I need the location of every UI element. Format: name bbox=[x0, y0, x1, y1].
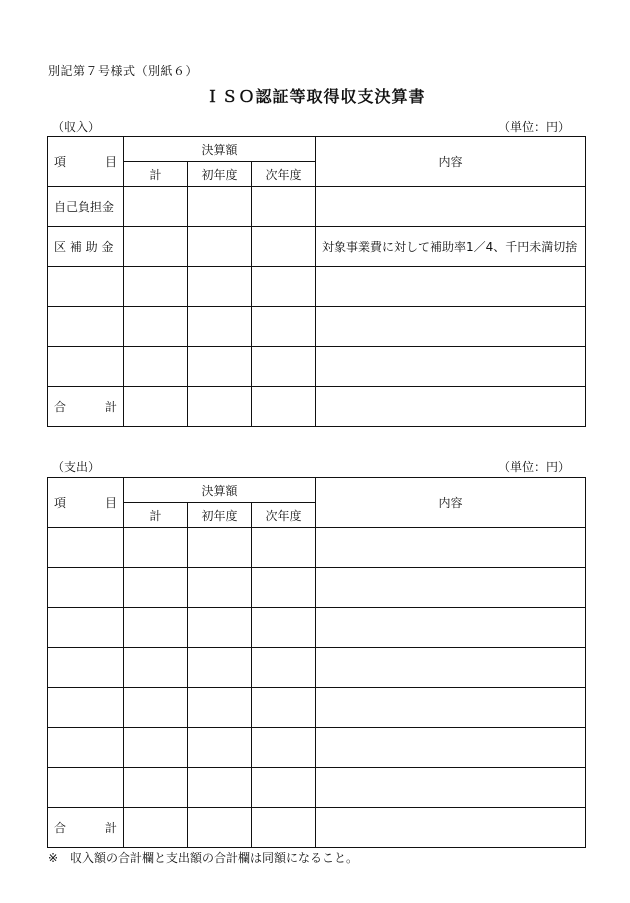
income-row-first-year[interactable] bbox=[188, 267, 252, 307]
expense-row-item bbox=[48, 728, 124, 768]
expense-settlement-header: 決算額 bbox=[124, 478, 316, 503]
income-row-next-year[interactable] bbox=[252, 307, 316, 347]
income-row-first-year[interactable] bbox=[188, 347, 252, 387]
expense-row-content[interactable] bbox=[316, 568, 586, 608]
income-first-year-header: 初年度 bbox=[188, 162, 252, 187]
income-row-content[interactable] bbox=[316, 307, 586, 347]
table-row bbox=[48, 728, 586, 768]
income-row-content[interactable] bbox=[316, 347, 586, 387]
expense-total-sum[interactable] bbox=[124, 808, 188, 848]
table-row bbox=[48, 688, 586, 728]
income-total-row bbox=[48, 387, 586, 427]
expense-row-first-year[interactable] bbox=[188, 728, 252, 768]
expense-row-next-year[interactable] bbox=[252, 568, 316, 608]
income-unit-label: （単位：円） bbox=[497, 120, 570, 134]
expense-row-total[interactable] bbox=[124, 568, 188, 608]
income-row-content[interactable] bbox=[316, 187, 586, 227]
expense-row-next-year[interactable] bbox=[252, 608, 316, 648]
income-next-year-header: 次年度 bbox=[252, 162, 316, 187]
expense-row-next-year[interactable] bbox=[252, 528, 316, 568]
income-row-item bbox=[48, 307, 124, 347]
income-row-total[interactable] bbox=[124, 347, 188, 387]
expense-total-label: 合 計 bbox=[48, 808, 124, 848]
table-row bbox=[48, 648, 586, 688]
form-number: 別記第７号様式（別紙６） bbox=[48, 64, 199, 78]
income-row-first-year[interactable] bbox=[188, 307, 252, 347]
table-row bbox=[48, 187, 586, 227]
expense-row-first-year[interactable] bbox=[188, 648, 252, 688]
income-row-total[interactable] bbox=[124, 267, 188, 307]
income-row-next-year[interactable] bbox=[252, 227, 316, 267]
income-row-first-year[interactable] bbox=[188, 227, 252, 267]
expense-row-total[interactable] bbox=[124, 648, 188, 688]
table-row bbox=[48, 347, 586, 387]
expense-row-first-year[interactable] bbox=[188, 768, 252, 808]
income-row-total[interactable] bbox=[124, 227, 188, 267]
table-row bbox=[48, 768, 586, 808]
income-row-next-year[interactable] bbox=[252, 347, 316, 387]
expense-row-first-year[interactable] bbox=[188, 528, 252, 568]
expense-row-first-year[interactable] bbox=[188, 688, 252, 728]
income-row-first-year[interactable] bbox=[188, 187, 252, 227]
income-row-item bbox=[48, 347, 124, 387]
expense-row-content[interactable] bbox=[316, 728, 586, 768]
income-row-next-year[interactable] bbox=[252, 267, 316, 307]
income-settlement-header: 決算額 bbox=[124, 137, 316, 162]
income-total-next-year[interactable] bbox=[252, 387, 316, 427]
expense-row-total[interactable] bbox=[124, 608, 188, 648]
expense-total-content[interactable] bbox=[316, 808, 586, 848]
expense-row-next-year[interactable] bbox=[252, 688, 316, 728]
table-row bbox=[48, 568, 586, 608]
income-total-content[interactable] bbox=[316, 387, 586, 427]
income-row-item bbox=[48, 267, 124, 307]
expense-row-content[interactable] bbox=[316, 648, 586, 688]
expense-row-item bbox=[48, 528, 124, 568]
footnote: ※ 収入額の合計欄と支出額の合計欄は同額になること。 bbox=[48, 851, 359, 865]
expense-section-label: （支出） bbox=[52, 460, 101, 474]
table-row bbox=[48, 608, 586, 648]
expense-row-first-year[interactable] bbox=[188, 568, 252, 608]
income-section-label: （収入） bbox=[52, 120, 101, 134]
income-row-content[interactable] bbox=[316, 267, 586, 307]
income-row-content[interactable]: 対象事業費に対して補助率1／4、千円未満切捨 bbox=[316, 227, 586, 267]
document-title: ＩＳＯ認証等取得収支決算書 bbox=[204, 87, 426, 106]
income-total-first-year[interactable] bbox=[188, 387, 252, 427]
table-row bbox=[48, 227, 586, 267]
expense-item-header: 項 目 bbox=[48, 478, 124, 528]
expense-row-total[interactable] bbox=[124, 528, 188, 568]
expense-row-total[interactable] bbox=[124, 768, 188, 808]
expense-row-item bbox=[48, 688, 124, 728]
expense-row-content[interactable] bbox=[316, 688, 586, 728]
expense-row-content[interactable] bbox=[316, 768, 586, 808]
income-total-label: 合 計 bbox=[48, 387, 124, 427]
expense-row-next-year[interactable] bbox=[252, 768, 316, 808]
expense-table bbox=[47, 477, 586, 848]
income-row-item: 自己負担金 bbox=[48, 187, 124, 227]
expense-row-item bbox=[48, 648, 124, 688]
expense-row-content[interactable] bbox=[316, 608, 586, 648]
expense-first-year-header: 初年度 bbox=[188, 503, 252, 528]
expense-total-row bbox=[48, 808, 586, 848]
expense-row-item bbox=[48, 568, 124, 608]
expense-row-next-year[interactable] bbox=[252, 728, 316, 768]
income-row-total[interactable] bbox=[124, 187, 188, 227]
income-table bbox=[47, 136, 586, 427]
income-row-item: 区 補 助 金 bbox=[48, 227, 124, 267]
table-row bbox=[48, 307, 586, 347]
expense-row-item bbox=[48, 608, 124, 648]
expense-next-year-header: 次年度 bbox=[252, 503, 316, 528]
income-item-header: 項 目 bbox=[48, 137, 124, 187]
expense-row-next-year[interactable] bbox=[252, 648, 316, 688]
expense-total-col-header: 計 bbox=[124, 503, 188, 528]
expense-row-content[interactable] bbox=[316, 528, 586, 568]
income-row-next-year[interactable] bbox=[252, 187, 316, 227]
expense-unit-label: （単位：円） bbox=[497, 460, 570, 474]
table-row bbox=[48, 528, 586, 568]
expense-row-item bbox=[48, 768, 124, 808]
income-row-total[interactable] bbox=[124, 307, 188, 347]
expense-row-first-year[interactable] bbox=[188, 608, 252, 648]
expense-row-total[interactable] bbox=[124, 688, 188, 728]
income-total-sum[interactable] bbox=[124, 387, 188, 427]
expense-total-first-year[interactable] bbox=[188, 808, 252, 848]
expense-content-header: 内容 bbox=[316, 478, 586, 528]
expense-total-next-year[interactable] bbox=[252, 808, 316, 848]
income-total-col-header: 計 bbox=[124, 162, 188, 187]
income-content-header: 内容 bbox=[316, 137, 586, 187]
table-row bbox=[48, 267, 586, 307]
expense-row-total[interactable] bbox=[124, 728, 188, 768]
